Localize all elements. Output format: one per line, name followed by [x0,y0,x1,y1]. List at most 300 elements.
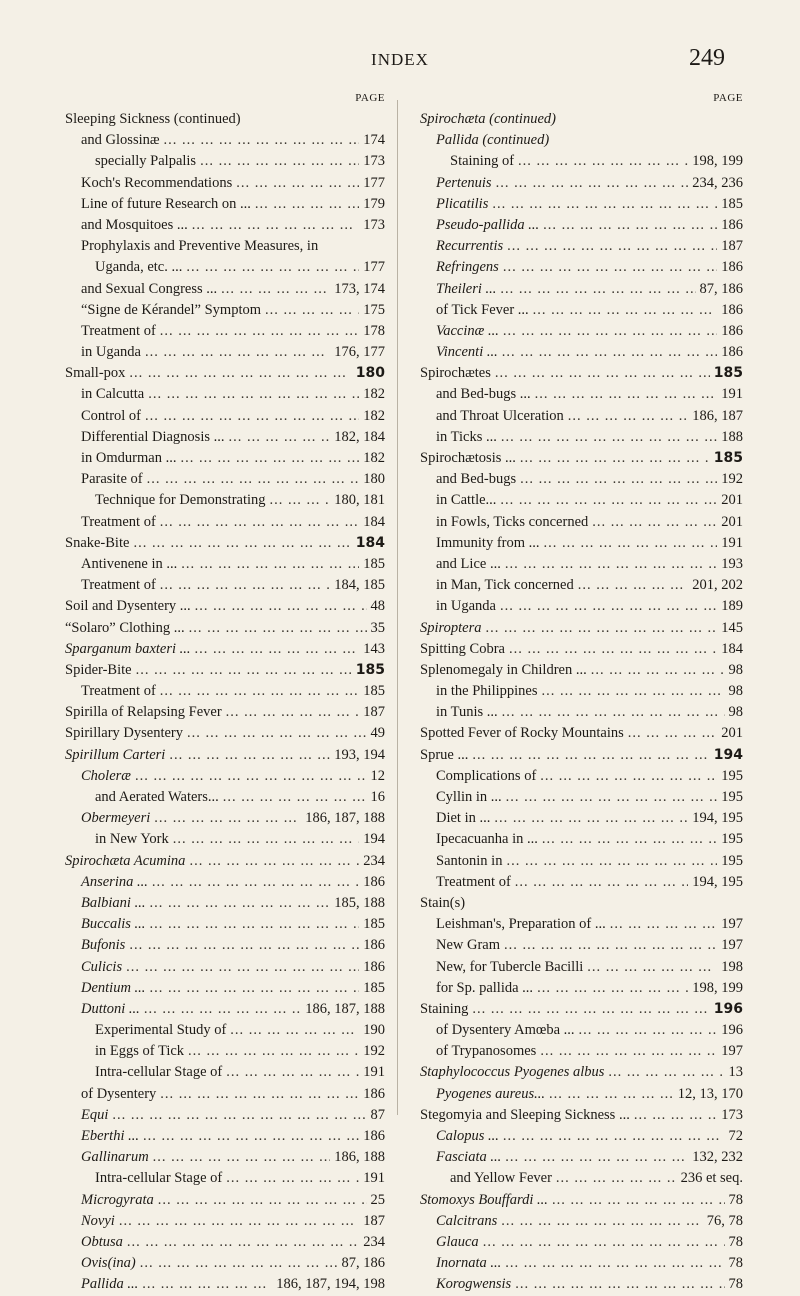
dot-leader [270,490,331,511]
index-entry [420,787,743,808]
dot-leader [169,745,330,766]
index-term: New Gram [436,937,501,954]
index-page-refs: 179 [363,195,385,212]
index-term: Uganda, etc. ... [95,259,183,276]
index-entry [65,935,385,956]
index-entry [65,957,385,978]
index-page-refs: 98 [728,661,743,678]
index-entry [420,808,743,829]
index-page-refs: 234, 236 [692,174,743,191]
index-term: and Bed-bugs ... [436,386,531,403]
index-entry [420,448,743,469]
dot-leader [500,490,717,511]
index-entry [65,596,385,617]
index-term: and Bed-bugs [436,471,517,488]
dot-leader [189,618,367,639]
index-entry [65,151,385,172]
index-term: and Aerated Waters... [95,789,219,805]
dot-leader [542,681,725,702]
dot-leader [119,1211,359,1232]
dot-leader [200,151,359,172]
index-entry [65,575,385,596]
index-page-refs: 185, 188 [334,894,385,911]
index-entry [420,384,743,405]
index-term: specially Palpalis [95,153,197,170]
index-term: Parasite of [81,471,143,488]
index-page-refs: 178 [363,322,385,339]
index-entry [65,554,385,575]
dot-leader [486,618,718,639]
index-page-refs: 191 [721,534,743,551]
page-number: 249 [689,45,725,71]
index-term: Treatment of [81,683,156,700]
index-page-refs: 184 [721,640,743,657]
dot-leader [160,1084,359,1105]
index-page-refs: 175 [363,301,385,318]
index-page-refs: 198 [721,958,743,975]
index-term: Leishman's, Preparation of ... [436,916,606,933]
index-term: Cyllin in ... [436,789,502,805]
index-term: Intra-cellular Stage of [95,1064,223,1081]
index-term: Staphylococcus Pyogenes albus [420,1064,605,1081]
dot-leader [221,279,330,300]
index-entry [420,300,743,321]
dot-leader [503,321,717,342]
index-term: Spirochætes [420,365,491,382]
index-page-refs: 177 [363,259,385,276]
index-list-right [420,109,743,1296]
index-page-refs: 198, 199 [692,153,743,170]
index-term: Inornata ... [436,1255,502,1272]
index-entry [65,406,385,427]
dot-leader [503,1126,725,1147]
dot-leader [535,384,718,405]
dot-leader [153,1147,331,1168]
index-entry [65,1147,385,1168]
dot-leader [495,363,710,384]
index-term: Bufonis [81,937,126,954]
index-page-refs: 190 [363,1022,385,1039]
index-entry [420,723,743,744]
dot-leader [195,639,360,660]
dot-leader [164,130,360,151]
index-entry [420,639,743,660]
index-entry [65,766,385,787]
dot-leader [192,215,360,236]
index-term: Stomoxys Bouffardi ... [420,1191,548,1208]
index-page-refs: 35 [370,619,385,636]
index-page-refs: 87, 186 [341,1255,385,1272]
index-page-refs: 87, 186 [699,280,743,297]
dot-leader [568,406,688,427]
index-page-refs: 236 et seq. [680,1170,743,1187]
dot-leader [500,279,695,300]
index-entry [420,1232,743,1253]
index-entry [65,321,385,342]
index-term: in Uganda [436,598,496,615]
index-term: Duttoni ... [81,1000,140,1017]
index-page-refs: 78 [728,1191,743,1208]
index-page-refs: 186 [721,344,743,361]
index-term: Pertenuis [436,174,492,191]
index-term: Glauca [436,1233,479,1250]
index-term: and Glossinæ [81,132,160,149]
dot-leader [472,999,709,1020]
index-term: in Tunis ... [436,704,498,721]
dot-leader [507,236,717,257]
index-entry [65,279,385,300]
index-term: Treatment of [436,873,511,890]
index-page-refs: 186 [363,937,385,954]
index-term: Soil and Dysentery ... [65,598,191,615]
index-entry [65,1105,385,1126]
dot-leader [230,1020,359,1041]
index-term: Sleeping Sickness (continued) [65,111,241,127]
index-page-refs: 184 [363,513,385,530]
dot-leader [187,723,367,744]
dot-leader [520,469,717,490]
index-page-refs: 185 [363,916,385,933]
index-term: Line of future Research on ... [81,195,251,212]
index-entry [65,1211,385,1232]
index-page-refs: 196 [721,1022,743,1039]
dot-leader [142,1274,272,1295]
index-entry [65,1020,385,1041]
dot-leader [160,512,359,533]
index-entry [420,533,743,554]
index-entry [420,512,743,533]
index-term: and Mosquitoes ... [81,216,188,233]
index-entry [420,766,743,787]
dot-leader [189,851,359,872]
index-entry [420,1126,743,1147]
index-page-refs: 145 [721,619,743,636]
index-entry [420,1041,743,1062]
index-term: and Throat Ulceration [436,407,564,424]
index-entry [420,1147,743,1168]
dot-leader [537,978,688,999]
index-entry [420,1253,743,1274]
index-page-refs: 180 [355,365,385,382]
index-term: in Eggs of Tick [95,1043,185,1060]
dot-leader [556,1168,677,1189]
dot-leader [496,173,689,194]
index-entry [420,427,743,448]
index-term: Calcitrans [436,1212,498,1229]
index-entry [65,236,385,257]
index-entry [420,109,743,130]
index-entry [65,851,385,872]
index-entry [65,787,385,808]
index-term: Spiroptera [420,619,482,636]
dot-leader [136,660,352,681]
index-entry [420,215,743,236]
index-page-refs: 186, 187 [692,407,743,424]
index-term: Choleræ [81,767,131,784]
index-page-refs: 197 [721,937,743,954]
index-term: Diet in ... [436,810,491,827]
dot-leader [140,1253,338,1274]
index-term: Treatment of [81,513,156,530]
index-entry [65,1062,385,1083]
index-entry [420,406,743,427]
index-term: Pallida (continued) [436,132,550,149]
index-term: Novyi [81,1212,115,1229]
index-entry [420,872,743,893]
index-page-refs: 12, 13, 170 [677,1085,743,1102]
index-term: Spirillary Dysentery [65,725,183,742]
column-label-left: PAGE [355,92,385,104]
dot-leader [127,1232,359,1253]
index-term: Gallinarum [81,1149,149,1166]
index-term: New, for Tubercle Bacilli [436,958,584,975]
index-term: Obermeyeri [81,810,151,827]
index-page-refs: 195 [721,767,743,784]
index-page-refs: 25 [370,1191,385,1208]
dot-leader [543,215,717,236]
index-entry [420,681,743,702]
index-entry [65,1126,385,1147]
dot-leader [483,1232,725,1253]
dot-leader [503,257,717,278]
index-column-left [65,92,385,1296]
index-term: Small-pox [65,365,126,382]
dot-leader [518,151,688,172]
dot-leader [628,723,717,744]
index-term: Prophylaxis and Preventive Measures, in [81,238,319,255]
index-term: Sprue ... [420,746,469,763]
index-entry [65,1232,385,1253]
index-term: Sparganum baxteri ... [65,640,191,657]
index-page-refs: 143 [363,640,385,657]
index-entry [420,575,743,596]
index-entry [420,893,743,914]
index-term: “Solaro” Clothing ... [65,619,185,636]
index-entry [65,914,385,935]
dot-leader [506,787,718,808]
index-entry [65,1168,385,1189]
index-entry [420,1084,743,1105]
index-page-refs: 78 [728,1276,743,1293]
index-entry [420,554,743,575]
index-term: Treatment of [81,322,156,339]
index-page-refs: 185 [363,979,385,996]
index-page-refs: 186 [721,301,743,318]
index-page-refs: 185 [713,365,743,382]
dot-leader [126,957,359,978]
index-entry [420,236,743,257]
dot-leader [591,660,725,681]
index-term: and Lice ... [436,555,501,572]
index-page-refs: 198, 199 [692,979,743,996]
index-page-refs: 196 [713,1000,743,1017]
dot-leader [504,935,717,956]
index-term: Ipecacuanha in ... [436,831,538,848]
index-page-refs: 201 [721,513,743,530]
dot-leader [160,321,359,342]
index-entry [420,829,743,850]
index-entry [65,490,385,511]
index-entry [420,999,743,1020]
index-term: of Dysentery [81,1085,157,1102]
index-term: Spider-Bite [65,661,132,678]
index-entry [420,363,743,384]
index-page-refs: 186 [363,873,385,890]
dot-leader [492,194,717,215]
index-term: Balbiani ... [81,894,146,911]
dot-leader [587,957,717,978]
dot-leader [145,342,330,363]
index-page-refs: 173, 174 [334,280,385,297]
index-entry [65,448,385,469]
index-page-refs: 98 [728,683,743,700]
index-entry [65,130,385,151]
index-entry [420,914,743,935]
index-page-refs: 186 [721,216,743,233]
index-entry [65,533,385,554]
index-entry [420,1020,743,1041]
dot-leader [158,1190,367,1211]
index-page-refs: 194, 195 [692,810,743,827]
index-term: Pyogenes aureus... [436,1085,545,1102]
index-term: Obtusa [81,1233,123,1250]
index-term: of Tick Fever ... [436,301,529,318]
index-term: Immunity from ... [436,534,540,551]
index-page-refs: 188 [721,428,743,445]
index-page-refs: 186, 188 [334,1149,385,1166]
index-page-refs: 186 [721,259,743,276]
index-entry [65,1041,385,1062]
index-column-right [420,92,743,1296]
index-page-refs: 187 [721,238,743,255]
index-term: Snake-Bite [65,534,130,551]
dot-leader [533,300,718,321]
index-entry [420,1190,743,1211]
dot-leader [195,596,367,617]
index-page-refs: 185 [363,555,385,572]
index-page-refs: 16 [370,789,385,805]
index-page-refs: 234 [363,1233,385,1250]
index-entry [420,957,743,978]
index-term: Stain(s) [420,894,466,911]
index-page-refs: 201 [721,725,743,742]
dot-leader [634,1105,717,1126]
index-entry [65,723,385,744]
index-page-refs: 182 [363,386,385,403]
dot-leader [112,1105,366,1126]
index-entry [65,1274,385,1295]
index-page-refs: 195 [721,789,743,805]
index-page-refs: 180, 181 [334,492,385,509]
index-term: and Yellow Fever [450,1170,552,1187]
index-page-refs: 182, 184 [334,428,385,445]
index-page-refs: 195 [721,852,743,869]
index-term: Treatment of [81,577,156,594]
index-entry [420,173,743,194]
index-term: Anserina ... [81,873,148,890]
dot-leader [147,469,360,490]
index-page-refs: 194, 195 [692,873,743,890]
dot-leader [592,512,717,533]
dot-leader [552,1190,725,1211]
dot-leader [149,978,359,999]
dot-leader [135,766,367,787]
index-page-refs: 197 [721,1043,743,1060]
index-entry [65,109,385,130]
dot-leader [520,448,710,469]
index-term: in Omdurman ... [81,450,177,466]
index-entry [420,935,743,956]
index-term: Dentium ... [81,979,146,996]
index-page-refs: 48 [370,598,385,615]
index-entry [65,808,385,829]
index-page-refs: 176, 177 [334,344,385,361]
index-term: Santonin in [436,852,503,869]
index-page-refs: 173 [721,1106,743,1123]
dot-leader [149,893,330,914]
index-page-refs: 234 [363,852,385,869]
index-term: in the Philippines [436,683,538,700]
index-entry [65,1190,385,1211]
index-term: Antivenene in ... [81,555,178,572]
index-term: Theileri ... [436,280,497,297]
index-entry [65,978,385,999]
index-entry [65,829,385,850]
index-entry [420,978,743,999]
index-page-refs: 12 [370,767,385,784]
index-page-refs: 13 [728,1064,743,1081]
index-page-refs: 192 [721,471,743,488]
index-page-refs: 182 [363,407,385,424]
dot-leader [515,872,688,893]
dot-leader [542,829,717,850]
index-page-refs: 185 [713,450,743,466]
dot-leader [144,999,301,1020]
dot-leader [502,342,718,363]
dot-leader [544,533,718,554]
index-term: in Man, Tick concerned [436,577,574,594]
index-entry [65,194,385,215]
index-list-left [65,109,385,1296]
index-term: in New York [95,831,169,848]
index-page-refs: 182 [363,450,385,466]
index-term: Complications of [436,767,537,784]
index-term: Technique for Demonstrating [95,492,266,509]
dot-leader [188,1041,359,1062]
index-page-refs: 174 [363,132,385,149]
dot-leader [578,575,689,596]
index-term: Stegomyia and Sleeping Sickness ... [420,1106,630,1123]
index-entry [65,660,385,681]
index-term: Culicis [81,958,123,975]
dot-leader [149,914,359,935]
index-page-refs: 184 [355,534,385,551]
index-page-refs: 193 [721,555,743,572]
index-entry [65,893,385,914]
index-entry [420,702,743,723]
dot-leader [509,639,717,660]
index-entry [65,427,385,448]
index-term: Spirochæta Acumina [65,852,186,869]
index-page-refs: 186, 187, 194, 198 [276,1276,385,1293]
index-entry [65,681,385,702]
index-page-refs: 201, 202 [692,577,743,594]
column-label-right: PAGE [713,92,743,104]
index-page-refs: 76, 78 [706,1212,743,1229]
index-term: Recurrentis [436,238,504,255]
index-page-refs: 87 [370,1106,385,1123]
dot-leader [154,808,301,829]
